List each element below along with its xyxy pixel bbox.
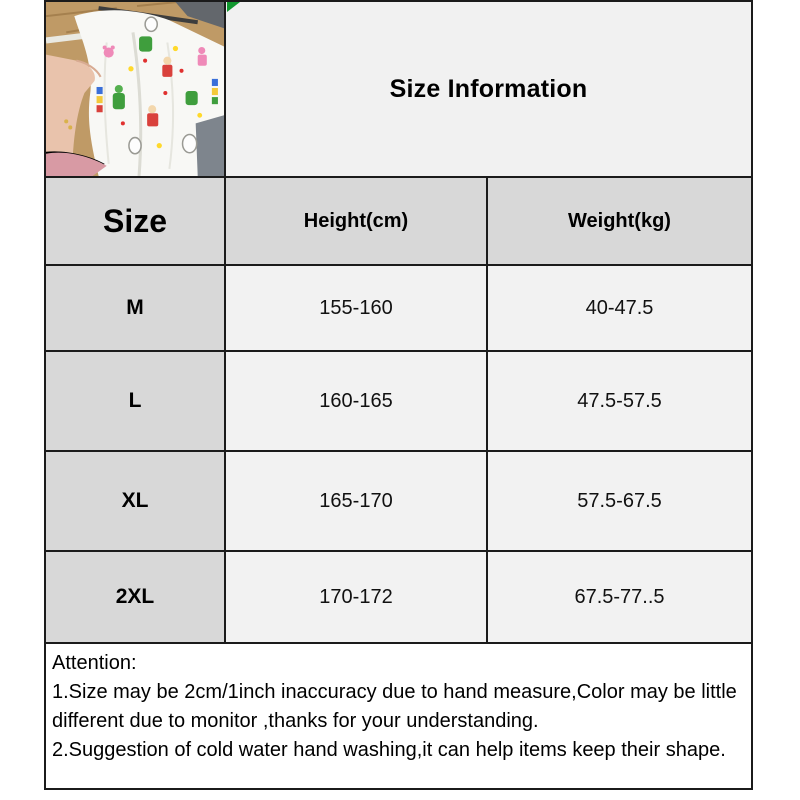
- attention-box: [46, 644, 751, 788]
- column-header-size: Size: [46, 178, 226, 266]
- attention-title: Attention:: [52, 652, 137, 674]
- row-m-size-cell: M: [46, 266, 226, 352]
- row-l-weight-cell: 47.5-57.5: [488, 352, 751, 452]
- row-m-height-cell: 155-160: [226, 266, 488, 352]
- row-xl-size-cell: XL: [46, 452, 226, 552]
- row-m-weight-cell: 40-47.5: [488, 266, 751, 352]
- attention-note: 1.Size may be 2cm/1inch inaccuracy due to hand measure,Color may be little different due to monitor ,thanks for your understanding.: [52, 681, 737, 732]
- product-photo-illustration: [46, 2, 224, 176]
- row-2xl-height-cell: 170-172: [226, 552, 488, 644]
- size-info-sheet: [44, 0, 753, 790]
- column-header-weight: Weight(kg): [488, 178, 751, 266]
- page-title: Size Information: [389, 74, 588, 103]
- row-l-height-cell: 160-165: [226, 352, 488, 452]
- product-photo: [46, 2, 226, 178]
- row-l-size-cell: L: [46, 352, 226, 452]
- row-2xl-size-cell: 2XL: [46, 552, 226, 644]
- row-2xl-weight-cell: 67.5-77..5: [488, 552, 751, 644]
- row-xl-height-cell: 165-170: [226, 452, 488, 552]
- green-corner-icon: [227, 2, 240, 12]
- row-xl-weight-cell: 57.5-67.5: [488, 452, 751, 552]
- attention-note: 2.Suggestion of cold water hand washing,it can help items keep their shape.: [52, 739, 726, 761]
- size-information-header: [226, 2, 751, 178]
- column-header-height: Height(cm): [226, 178, 488, 266]
